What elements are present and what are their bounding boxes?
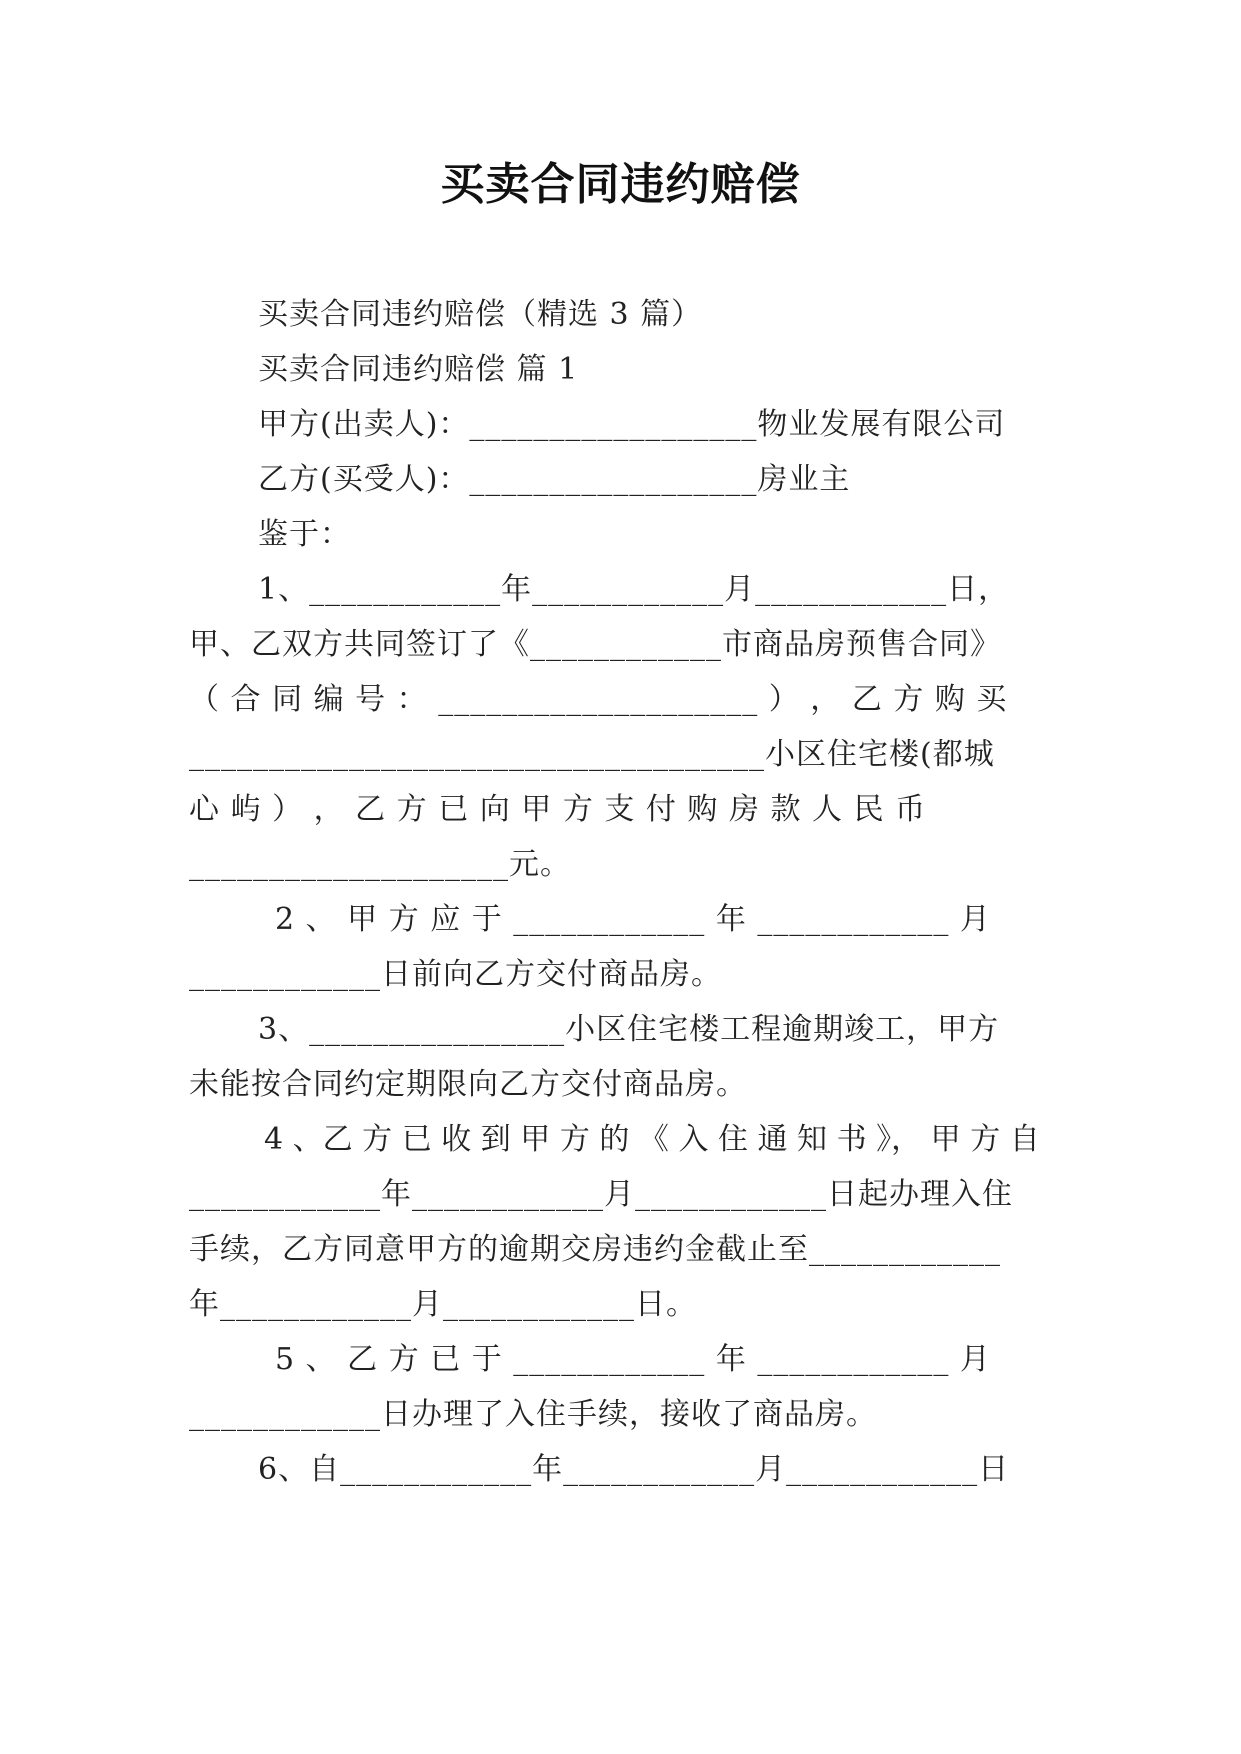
clause-5-line-2: ____________日办理了入住手续，接收了商品房。 [189,1397,877,1432]
clause-2-line-1: 2 、 甲 方 应 于 ____________ 年 ____________ 月 [275,902,991,937]
clause-4-line-2: ____________年____________月____________日起办理入住 [189,1177,1013,1212]
party-b-line: 乙方(买受人)：__________________房业主 [258,462,851,497]
clause-1-line-6: ____________________元。 [189,847,571,882]
clause-3-line-1: 3、________________小区住宅楼工程逾期竣工，甲方 [258,1012,1000,1047]
clause-2-line-2: ____________日前向乙方交付商品房。 [189,957,722,992]
subtitle-line: 买卖合同违约赔偿（精选 3 篇） [258,297,703,332]
clause-4-line-1: 4 、乙 方 已 收 到 甲 方 的 《 入 住 通 知 书 》， 甲 方 自 [264,1122,1040,1157]
clause-1-line-5: 心 屿 ） ， 乙 方 已 向 甲 方 支 付 购 房 款 人 民 币 [189,792,927,827]
document-title: 买卖合同违约赔偿 [440,159,801,210]
clause-3-line-2: 未能按合同约定期限向乙方交付商品房。 [189,1067,747,1102]
clause-5-line-1: 5 、 乙 方 已 于 ____________ 年 ____________ 月 [275,1342,991,1377]
clause-6-line-1: 6、自____________年____________月____________日 [258,1452,1010,1487]
party-a-line: 甲方(出卖人)：__________________物业发展有限公司 [258,407,1006,442]
clause-1-line-3: （ 合 同 编 号 ： ____________________ ） ， 乙 方 购 买 [189,682,1008,717]
clause-4-line-4: 年____________月____________日。 [189,1287,697,1322]
clause-4-line-3: 手续，乙方同意甲方的逾期交房违约金截止至____________ [189,1232,1001,1267]
section-heading: 买卖合同违约赔偿 篇 1 [258,352,579,387]
clause-1-line-2: 甲、乙双方共同签订了《____________市商品房预售合同》 [189,627,1001,662]
clause-1-line-1: 1、____________年____________月____________日， [258,572,1010,607]
clause-1-line-4: ____________________________________小区住宅楼(都城 [189,737,995,772]
whereas-line: 鉴于： [258,517,351,552]
